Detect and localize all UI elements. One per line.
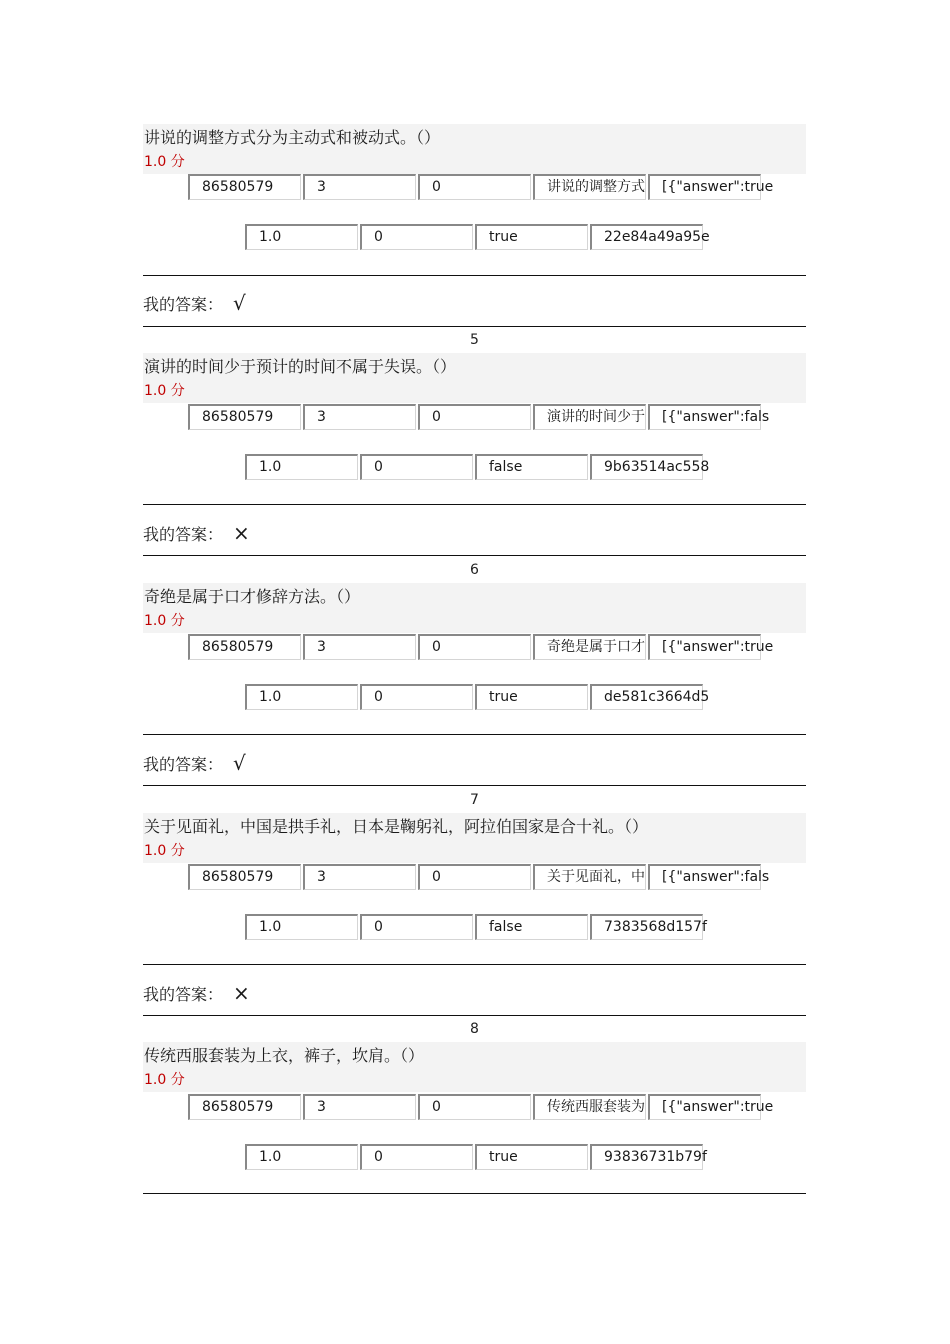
field-answer-json[interactable]: [{"answer":true: [648, 174, 761, 200]
divider: [143, 275, 806, 276]
question-text: 关于见面礼，中国是拱手礼，日本是鞠躬礼，阿拉伯国家是合十礼。（）: [144, 817, 649, 836]
field-score[interactable]: 1.0: [245, 684, 358, 710]
field-correct[interactable]: false: [475, 454, 588, 480]
question-score: 1.0 分: [144, 154, 185, 170]
field-id[interactable]: 86580579: [188, 1094, 301, 1120]
question-number: 5: [470, 332, 479, 348]
question-header: [143, 813, 806, 863]
my-answer-value: √: [233, 751, 246, 775]
field-flag[interactable]: 0: [418, 174, 531, 200]
my-answer: [143, 522, 250, 546]
question-score: 1.0 分: [144, 843, 185, 859]
question-header: [143, 1042, 806, 1092]
field-score[interactable]: 1.0: [245, 1144, 358, 1170]
field-type[interactable]: 3: [303, 634, 416, 660]
field-flag[interactable]: 0: [418, 634, 531, 660]
field-id[interactable]: 86580579: [188, 864, 301, 890]
divider: [143, 555, 806, 556]
field-answer-json[interactable]: [{"answer":fals: [648, 864, 761, 890]
question-number: 7: [470, 792, 479, 808]
question-score: 1.0 分: [144, 383, 185, 399]
field-zero[interactable]: 0: [360, 1144, 473, 1170]
my-answer: [143, 752, 246, 776]
question-number: 6: [470, 562, 479, 578]
divider: [143, 1193, 806, 1194]
my-answer: [143, 982, 250, 1006]
my-answer-label: 我的答案：: [143, 525, 224, 544]
my-answer-value: ×: [233, 981, 250, 1005]
field-zero[interactable]: 0: [360, 914, 473, 940]
field-flag[interactable]: 0: [418, 404, 531, 430]
question-header: [143, 124, 806, 174]
field-question-snippet[interactable]: 关于见面礼，中: [533, 864, 646, 890]
field-hash[interactable]: 7383568d157f: [590, 914, 703, 940]
question-score: 1.0 分: [144, 1072, 185, 1088]
field-correct[interactable]: false: [475, 914, 588, 940]
field-question-snippet[interactable]: 传统西服套装为: [533, 1094, 646, 1120]
field-id[interactable]: 86580579: [188, 404, 301, 430]
divider: [143, 1015, 806, 1016]
question-number: 8: [470, 1021, 479, 1037]
field-zero[interactable]: 0: [360, 224, 473, 250]
my-answer: [143, 292, 246, 316]
my-answer-value: √: [233, 291, 246, 315]
field-score[interactable]: 1.0: [245, 914, 358, 940]
field-answer-json[interactable]: [{"answer":true: [648, 1094, 761, 1120]
divider: [143, 964, 806, 965]
field-answer-json[interactable]: [{"answer":true: [648, 634, 761, 660]
field-question-snippet[interactable]: 讲说的调整方式: [533, 174, 646, 200]
my-answer-value: ×: [233, 521, 250, 545]
field-correct[interactable]: true: [475, 224, 588, 250]
field-score[interactable]: 1.0: [245, 454, 358, 480]
field-score[interactable]: 1.0: [245, 224, 358, 250]
divider: [143, 326, 806, 327]
field-type[interactable]: 3: [303, 864, 416, 890]
question-text: 奇绝是属于口才修辞方法。（）: [144, 587, 361, 606]
my-answer-label: 我的答案：: [143, 295, 224, 314]
field-question-snippet[interactable]: 演讲的时间少于: [533, 404, 646, 430]
question-header: [143, 583, 806, 633]
field-flag[interactable]: 0: [418, 864, 531, 890]
field-flag[interactable]: 0: [418, 1094, 531, 1120]
field-zero[interactable]: 0: [360, 684, 473, 710]
my-answer-label: 我的答案：: [143, 985, 224, 1004]
question-header: [143, 353, 806, 403]
field-id[interactable]: 86580579: [188, 634, 301, 660]
field-question-snippet[interactable]: 奇绝是属于口才: [533, 634, 646, 660]
field-hash[interactable]: de581c3664d5: [590, 684, 703, 710]
field-type[interactable]: 3: [303, 404, 416, 430]
question-text: 传统西服套装为上衣，裤子，坎肩。（）: [144, 1046, 425, 1065]
my-answer-label: 我的答案：: [143, 755, 224, 774]
field-hash[interactable]: 9b63514ac558: [590, 454, 703, 480]
field-hash[interactable]: 22e84a49a95e: [590, 224, 703, 250]
field-type[interactable]: 3: [303, 1094, 416, 1120]
field-correct[interactable]: true: [475, 684, 588, 710]
divider: [143, 734, 806, 735]
field-correct[interactable]: true: [475, 1144, 588, 1170]
question-text: 讲说的调整方式分为主动式和被动式。（）: [144, 128, 441, 147]
field-type[interactable]: 3: [303, 174, 416, 200]
divider: [143, 785, 806, 786]
divider: [143, 504, 806, 505]
question-score: 1.0 分: [144, 613, 185, 629]
field-hash[interactable]: 93836731b79f: [590, 1144, 703, 1170]
field-answer-json[interactable]: [{"answer":fals: [648, 404, 761, 430]
field-zero[interactable]: 0: [360, 454, 473, 480]
field-id[interactable]: 86580579: [188, 174, 301, 200]
question-text: 演讲的时间少于预计的时间不属于失误。（）: [144, 357, 457, 376]
